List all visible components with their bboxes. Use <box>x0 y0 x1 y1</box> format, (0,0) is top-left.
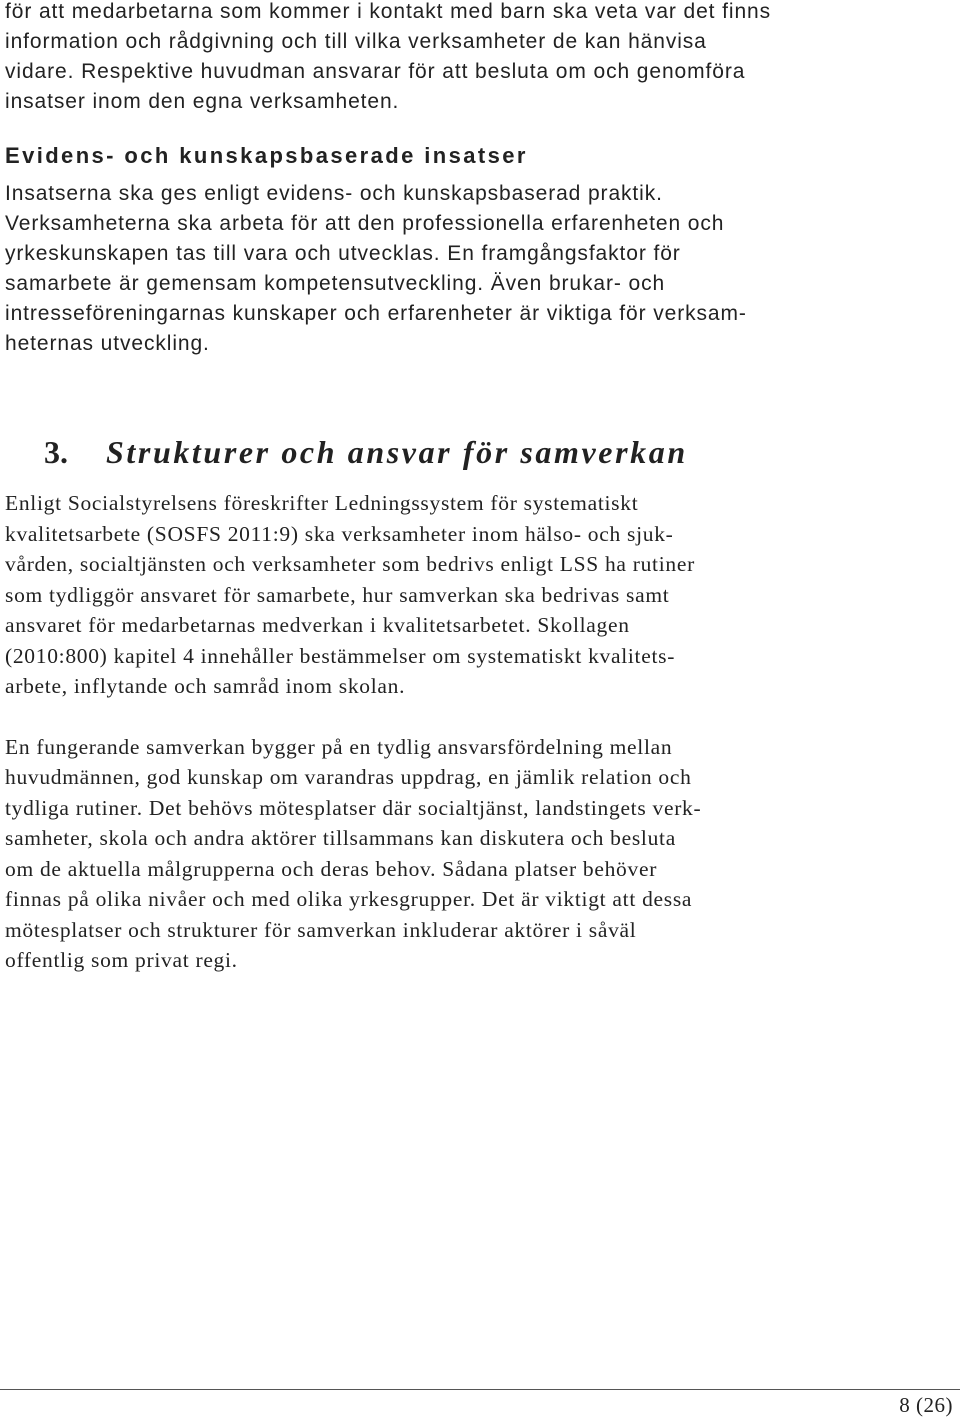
paragraph-1-line: som tydliggör ansvaret för samarbete, hur samverkan ska bedrivas samt <box>5 583 670 607</box>
paragraph-1-line: ansvaret för medarbetarnas medverkan i kvalitetsarbetet. Skollagen <box>5 613 630 637</box>
evidence-line: samarbete är gemensam kompetensutveckling. Även brukar- och <box>5 272 666 295</box>
paragraph-2-line: offentlig som privat regi. <box>5 948 238 972</box>
evidence-line: heternas utveckling. <box>5 332 210 355</box>
paragraph-2-line: huvudmännen, god kunskap om varandras uppdrag, en jämlik relation och <box>5 765 692 789</box>
paragraph-2-line: mötesplatser och strukturer för samverkan inkluderar aktörer i såväl <box>5 918 637 942</box>
section-number: 3. <box>44 434 68 470</box>
paragraph-1-line: (2010:800) kapitel 4 innehåller bestämmelser om systematiskt kvalitets- <box>5 644 676 668</box>
paragraph-1-line: kvalitetsarbete (SOSFS 2011:9) ska verksamheter inom hälso- och sjuk- <box>5 522 674 546</box>
evidence-line: yrkeskunskapen tas till vara och utvecklas. En framgångsfaktor för <box>5 242 681 265</box>
footer-divider <box>0 1389 960 1390</box>
evidence-line: intresseföreningarnas kunskaper och erfarenheter är viktiga för verksam- <box>5 302 747 325</box>
section-title: Strukturer och ansvar för samverkan <box>106 434 688 470</box>
evidence-line: Insatserna ska ges enligt evidens- och kunskapsbaserad praktik. <box>5 182 663 205</box>
paragraph-2-line: finnas på olika nivåer och med olika yrkesgrupper. Det är viktigt att dessa <box>5 887 693 911</box>
subheading: Evidens- och kunskapsbaserade insatser <box>5 143 528 168</box>
section-heading <box>44 434 688 471</box>
paragraph-2-line: om de aktuella målgrupperna och deras behov. Sådana platser behöver <box>5 857 658 881</box>
paragraph-1-line: vården, socialtjänsten och verksamheter som bedrivs enligt LSS ha rutiner <box>5 552 695 576</box>
intro-line: information och rådgivning och till vilka verksamheter de kan hänvisa <box>5 30 707 53</box>
intro-line: för att medarbetarna som kommer i kontakt med barn ska veta var det finns <box>5 0 772 23</box>
page-number: 8 (26) <box>899 1393 953 1417</box>
paragraph-2-line: samheter, skola och andra aktörer tillsammans kan diskutera och besluta <box>5 826 676 850</box>
paragraph-2-line: En fungerande samverkan bygger på en tydlig ansvarsfördelning mellan <box>5 735 673 759</box>
intro-line: vidare. Respektive huvudman ansvarar för att besluta om och genomföra <box>5 60 746 83</box>
paragraph-1-line: Enligt Socialstyrelsens föreskrifter Ledningssystem för systematiskt <box>5 491 639 515</box>
evidence-line: Verksamheterna ska arbeta för att den professionella erfarenheten och <box>5 212 725 235</box>
paragraph-2-line: tydliga rutiner. Det behövs mötesplatser där socialtjänst, landstingets verk- <box>5 796 702 820</box>
intro-line: insatser inom den egna verksamheten. <box>5 90 400 113</box>
paragraph-1-line: arbete, inflytande och samråd inom skolan. <box>5 674 406 698</box>
